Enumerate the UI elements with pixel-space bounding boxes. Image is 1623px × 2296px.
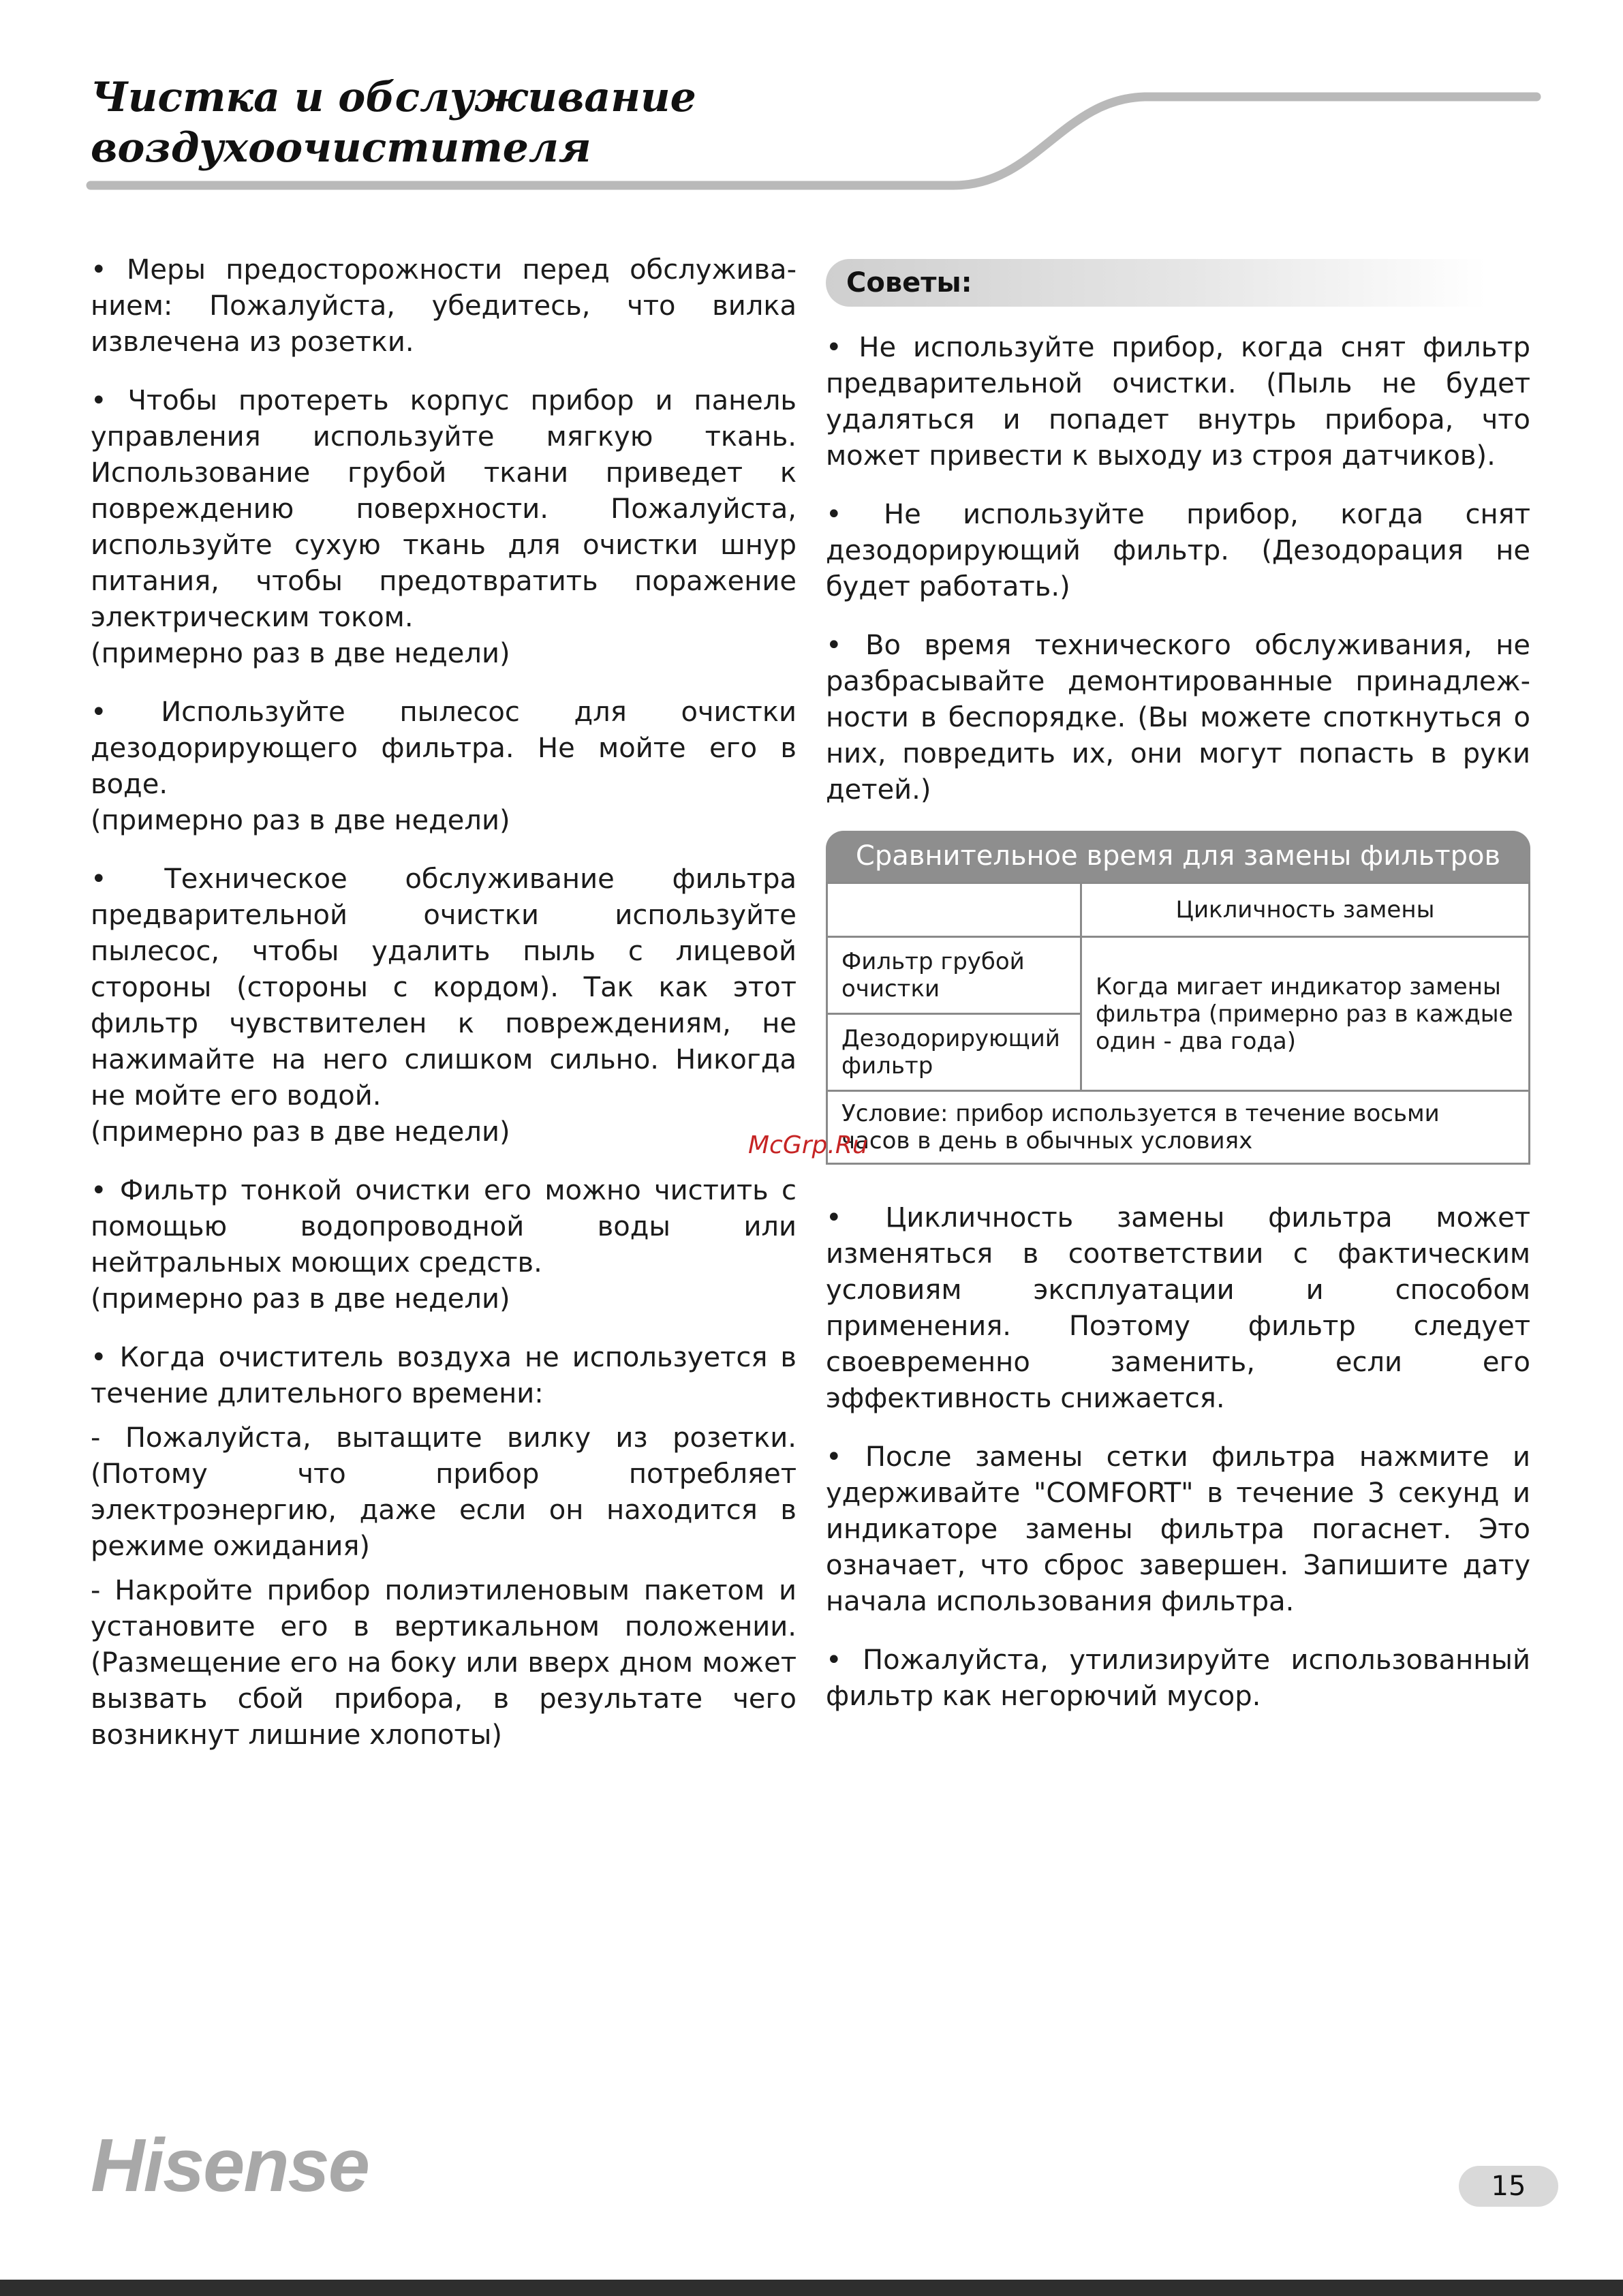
left-item-4-text: • Техническое обслуживание фильтра предварительной очистки используйте пылесос, чтобы удалить пыль с лицевой стороны (стороны с кордом). Так как этот фильтр чувствителен к повреждениям, не нажимайте на него слишком сильно. Никогда не мойте его водой. (91, 863, 797, 1112)
left-item-1 (91, 252, 797, 361)
left-item-5-note: (примерно раз в две недели) (91, 1283, 510, 1315)
after-table-1: • Цикличность замены фильтра может изменяться в соответствии с фактическим условиям эксплуатации и способом применения. Поэтому фильтр следует своевременно заменить, если его эффективность снижается. (826, 1202, 1530, 1414)
left-item-3-note: (примерно раз в две недели) (91, 805, 510, 836)
left-item-7-text: - Пожалуйста, вытащите вилку из розетки. (Потому что прибор потребляет электроэнергию, даже если он находится в режиме ожидания) (91, 1422, 797, 1562)
tips-heading: Советы: (826, 259, 1487, 307)
right-column (826, 259, 1530, 1737)
page-title-line-2: воздухоочистителя (91, 124, 591, 172)
table-row (827, 937, 1530, 1014)
table-row1-label: Фильтр грубой очистки (827, 937, 1081, 1014)
table-header-cycle: Цикличность замены (1081, 883, 1530, 937)
left-item-2 (91, 383, 797, 672)
table-footer: Условие: прибор используется в течение восьми часов в день в обычных условиях (827, 1091, 1530, 1164)
left-item-5 (91, 1173, 797, 1317)
table-row2-label: Дезодорирующий фильтр (827, 1014, 1081, 1091)
page-title-line-1: Чистка и обслуживание (91, 74, 696, 121)
left-item-4-note: (примерно раз в две недели) (91, 1116, 510, 1148)
table-merged-value: Когда мигает индикатор замены фильтра (примерно раз в каждые один - два года) (1081, 937, 1530, 1091)
watermark: McGrp.Ru (748, 1131, 868, 1159)
left-item-3 (91, 694, 797, 839)
left-item-1-text: • Меры предосторожности перед обслуживанием: Пожалуйста, убедитесь, что вилка извлечена из розетки. (91, 254, 797, 358)
left-item-8 (91, 1573, 797, 1754)
brand-logo: Hisense (91, 2124, 369, 2207)
left-column (91, 252, 797, 1776)
left-item-4 (91, 861, 797, 1150)
table-footer-row (827, 1091, 1530, 1164)
after-table-3: • Пожалуйста, утилизируйте использованный фильтр как негорючий мусор. (826, 1644, 1530, 1712)
left-item-7 (91, 1420, 797, 1565)
table-header-blank (827, 883, 1081, 937)
filter-replacement-table (826, 831, 1530, 1165)
tip-3: • Во время технического обслуживания, не разбрасывайте демонтированные принадлежности в беспорядке. (Вы можете споткнуться о них, повредить их, они могут попасть в руки детей.) (826, 630, 1530, 806)
left-item-5-text: • Фильтр тонкой очистки его можно чистить с помощью водопроводной воды или нейтральных моющих средств. (91, 1175, 797, 1279)
tip-2: • Не используйте прибор, когда снят дезодорирующий фильтр. (Дезодорация не будет работать.) (826, 499, 1530, 602)
table-header-row (827, 883, 1530, 937)
left-item-8-text: - Накройте прибор полиэтиленовым пакетом и установите его в вертикальном положении. (Размещение его на боку или вверх дном может вызвать сбой прибора, в результате чего возникнут лишние хлопоты) (91, 1575, 797, 1751)
left-item-6-text: • Когда очиститель воздуха не используется в течение длительного времени: (91, 1342, 797, 1409)
left-item-2-note: (примерно раз в две недели) (91, 638, 510, 669)
tip-1: • Не используйте прибор, когда снят фильтр предварительной очистки. (Пыль не будет удаляться и попадет внутрь прибора, что может привести к выходу из строя датчиков). (826, 332, 1530, 472)
left-item-6 (91, 1340, 797, 1412)
page-title (91, 72, 696, 173)
table-grid (826, 882, 1530, 1165)
left-item-3-text: • Используйте пылесос для очистки дезодорирующего фильтра. Не мойте его в воде. (91, 697, 797, 800)
page-number: 15 (1459, 2166, 1558, 2207)
bottom-edge-bar (0, 2280, 1623, 2296)
left-item-2-text: • Чтобы протереть корпус прибор и панель управления используйте мягкую ткань. Использование грубой ткани приведет к повреждению поверхности. Пожалуйста, используйте сухую ткань для очистки шнур питания, чтобы предотвратить поражение электрическим током. (91, 385, 797, 633)
table-caption: Сравнительное время для замены фильтров (826, 831, 1530, 882)
after-table-2: • После замены сетки фильтра нажмите и удерживайте "COMFORT" в течение 3 секунд и индикаторе замены фильтра погаснет. Это означает, что сброс завершен. Запишите дату начала использования фильтра. (826, 1441, 1530, 1617)
